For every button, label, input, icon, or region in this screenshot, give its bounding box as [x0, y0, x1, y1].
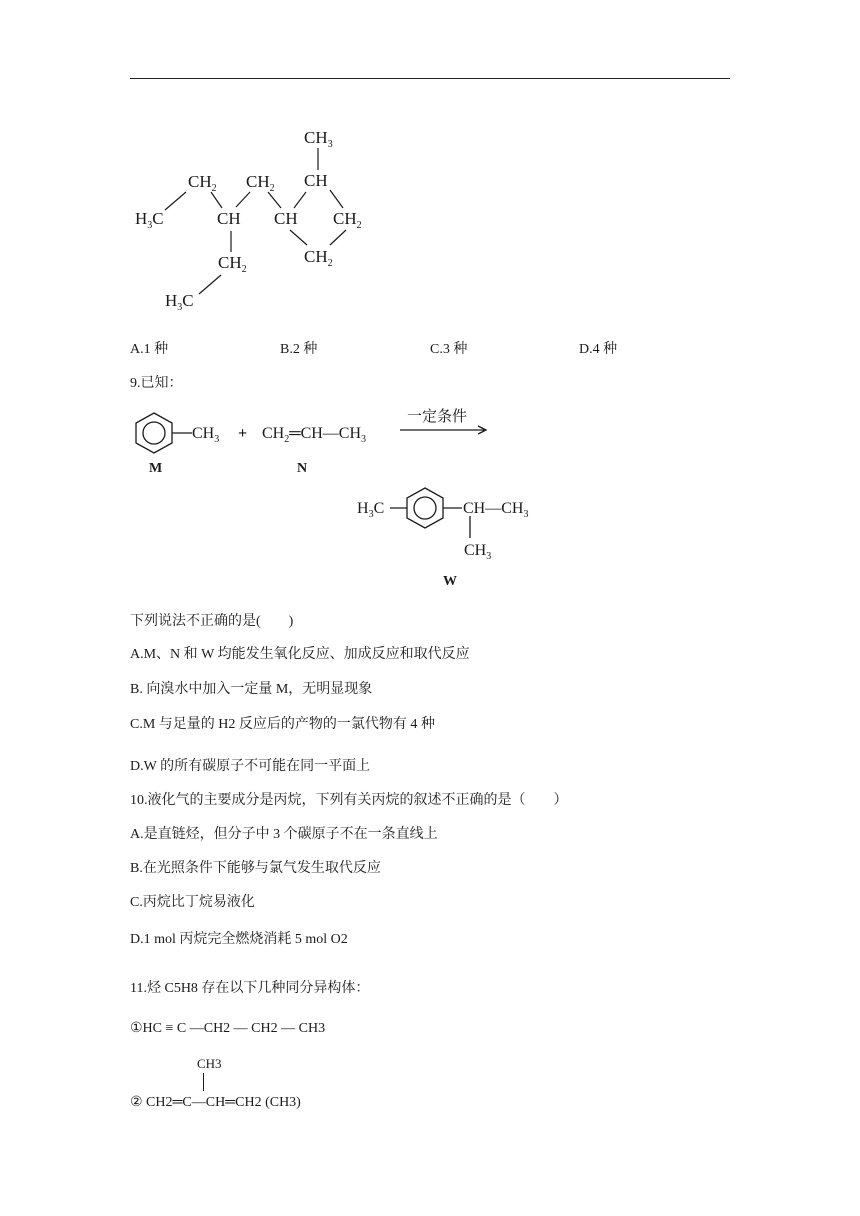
q9-stem: 9.已知：	[130, 376, 183, 391]
q10-stem: 10.液化气的主要成分是丙烷，下列有关丙烷的叙述不正确的是（ ）	[130, 793, 568, 808]
label-ch2-left: $CH_2$	[188, 172, 217, 194]
q9-option-b: B. 向溴水中加入一定量 M，无明显现象	[130, 682, 373, 697]
q11-isomer-1: ①HC ≡ C —CH2 — CH2 — CH3	[130, 1021, 326, 1036]
label-ch2-mid: $CH_2$	[246, 172, 275, 194]
q8-option-d: D.4 种	[579, 342, 618, 357]
label-ch-top: CH	[304, 171, 328, 190]
q9-option-c: C.M 与足量的 H2 反应后的产物的一氯代物有 4 种	[130, 717, 435, 732]
n-formula: $CH_2═CH—CH_3$	[262, 425, 367, 445]
q11-isomer-2: ② CH2═C—CH═CH2 (CH3)	[130, 1095, 301, 1110]
q11-stem: 11.烃 C5H8 存在以下几种同分异构体：	[130, 981, 370, 996]
plus-sign: +	[238, 425, 248, 442]
q9-question: 下列说法不正确的是( )	[130, 614, 294, 629]
q11-isomer-2-branch: CH3	[197, 1056, 222, 1071]
label-ch2-bottom: $CH_2$	[304, 247, 333, 269]
q10-option-d: D.1 mol 丙烷完全燃烧消耗 5 mol O2	[130, 932, 348, 947]
n-label: N	[297, 461, 308, 476]
label-ch3-top: $CH_3$	[304, 128, 333, 150]
m-label: M	[149, 461, 163, 476]
q8-option-c: C.3 种	[430, 342, 468, 357]
label-h3c-left: $H_3C$	[135, 209, 164, 231]
q10-option-a: A.是直链烃，但分子中 3 个碳原子不在一条直线上	[130, 827, 438, 842]
label-ch2-right: $CH_2$	[333, 209, 362, 231]
benzene-ring-m	[136, 413, 172, 453]
w-right: $CH—CH_3$	[463, 500, 529, 520]
q8-option-b: B.2 种	[280, 342, 318, 357]
label-ch2-lower: $CH_2$	[218, 253, 247, 275]
benzene-ring-w	[407, 488, 443, 528]
w-branch: $CH_3$	[464, 542, 492, 562]
aromatic-circle-w	[414, 497, 436, 519]
q10-option-b: B.在光照条件下能够与氯气发生取代反应	[130, 861, 381, 876]
q9-option-a: A.M、N 和 W 均能发生氧化反应、加成反应和取代反应	[130, 647, 470, 662]
q9-option-d: D.W 的所有碳原子不可能在同一平面上	[130, 759, 371, 774]
q11-isomer-2-branch-bond	[203, 1073, 204, 1091]
q8-option-a: A.1 种	[130, 342, 169, 357]
condition-text: 一定条件	[407, 409, 468, 425]
aromatic-circle-m	[143, 422, 165, 444]
label-ch-left: CH	[217, 209, 241, 228]
w-label: W	[443, 574, 457, 589]
w-left: $H_3C$	[357, 500, 385, 520]
label-ch-mid: CH	[274, 209, 298, 228]
m-substituent: $CH_3$	[192, 425, 220, 445]
label-h3c-bottom: $H_3C$	[165, 291, 194, 313]
q10-option-c: C.丙烷比丁烷易液化	[130, 895, 255, 910]
